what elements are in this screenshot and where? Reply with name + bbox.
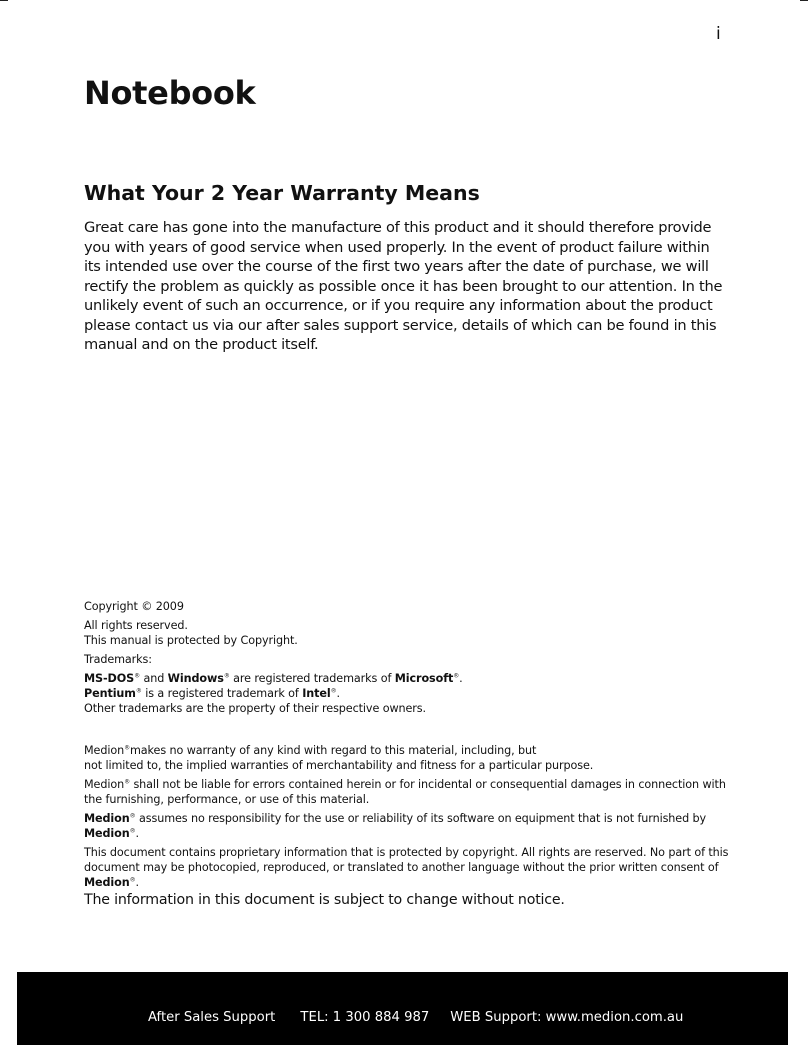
pentium-brand: Pentium (84, 687, 136, 700)
reg-mark: ® (453, 672, 460, 680)
protected-line: This manual is protected by Copyright. (84, 634, 298, 647)
warranty-disclaimer-line1 (84, 743, 734, 758)
rights-reserved-line: All rights reserved. (84, 619, 188, 632)
section-heading: What Your 2 Year Warranty Means (84, 181, 480, 205)
windows-brand: Windows (167, 672, 224, 685)
reg-mark: ® (124, 778, 130, 786)
reg-mark: ® (129, 876, 136, 884)
disclaimer-text: makes no warranty of any kind with regard to this material, including, but (130, 744, 537, 757)
reg-mark: ® (135, 687, 142, 695)
medion-name: Medion (84, 744, 125, 757)
tm1-and: and (140, 672, 168, 685)
footer-bar (17, 972, 788, 1045)
other-trademarks-line: Other trademarks are the property of their respective owners. (84, 702, 426, 715)
microsoft-brand: Microsoft (394, 672, 454, 685)
proprietary-paragraph (84, 845, 734, 890)
reg-mark: ® (134, 672, 140, 680)
footer-support-text: After Sales Support TEL: 1 300 884 987 WEB Support: www.medion.com.au (148, 1010, 684, 1025)
trademark-line-msdos-windows (84, 671, 734, 686)
medion-brand: Medion (84, 827, 130, 840)
proprietary-text: This document contains proprietary information that is protected by copyright. All rights are reserved. No part of this document may be photocopied, reproduced, or translated to another language without the prior written consent of (84, 846, 729, 874)
page-title: Notebook (84, 74, 256, 112)
crop-mark-right (800, 0, 808, 1)
tm2-end: . (336, 687, 340, 700)
crop-mark-left (0, 0, 8, 1)
copyright-line: Copyright © 2009 (84, 600, 184, 613)
legal-notice (84, 599, 734, 910)
msdos-brand: MS-DOS (84, 672, 135, 685)
warranty-paragraph: Great care has gone into the manufacture of this product and it should therefore provide you with years of good service when used properly. In the event of product failure within its intended use over the course of the first two years after the date of purchase, we will rectify the problem as quickly as possible once it has been brought to our attention. In the unlikely event of such an occurrence, or if you require any information about the product please contact us via our after sales support service, details of which can be found in this manual and on the product itself. (84, 219, 723, 353)
page-number: i (716, 24, 721, 44)
intel-brand: Intel (302, 687, 331, 700)
reg-mark: ® (223, 672, 230, 680)
trademark-line-pentium-intel (84, 686, 734, 701)
responsibility-text: assumes no responsibility for the use or reliability of its software on equipment that is not furnished by (135, 812, 707, 825)
reg-mark: ® (129, 812, 136, 820)
reg-mark: ® (330, 687, 337, 695)
reg-mark: ® (129, 827, 136, 835)
warranty-disclaimer-line2: not limited to, the implied warranties of merchantability and fitness for a particular purpose. (84, 759, 594, 772)
tm1-registered: are registered trademarks of (229, 672, 395, 685)
responsibility-paragraph (84, 811, 734, 841)
reg-mark: ® (124, 744, 130, 752)
liability-text: shall not be liable for errors contained herein or for incidental or consequential damages in connection with the furnishing, performance, or use of this material. (84, 778, 726, 806)
trademarks-label: Trademarks: (84, 653, 152, 666)
medion-brand: Medion (84, 876, 130, 889)
tm1-end: . (459, 672, 463, 685)
change-notice: The information in this document is subject to change without notice. (84, 892, 565, 908)
period: . (135, 876, 139, 889)
liability-paragraph (84, 777, 734, 807)
tm2-registered: is a registered trademark of (141, 687, 303, 700)
period: . (135, 827, 139, 840)
medion-brand: Medion (84, 812, 130, 825)
medion-name: Medion (84, 778, 125, 791)
